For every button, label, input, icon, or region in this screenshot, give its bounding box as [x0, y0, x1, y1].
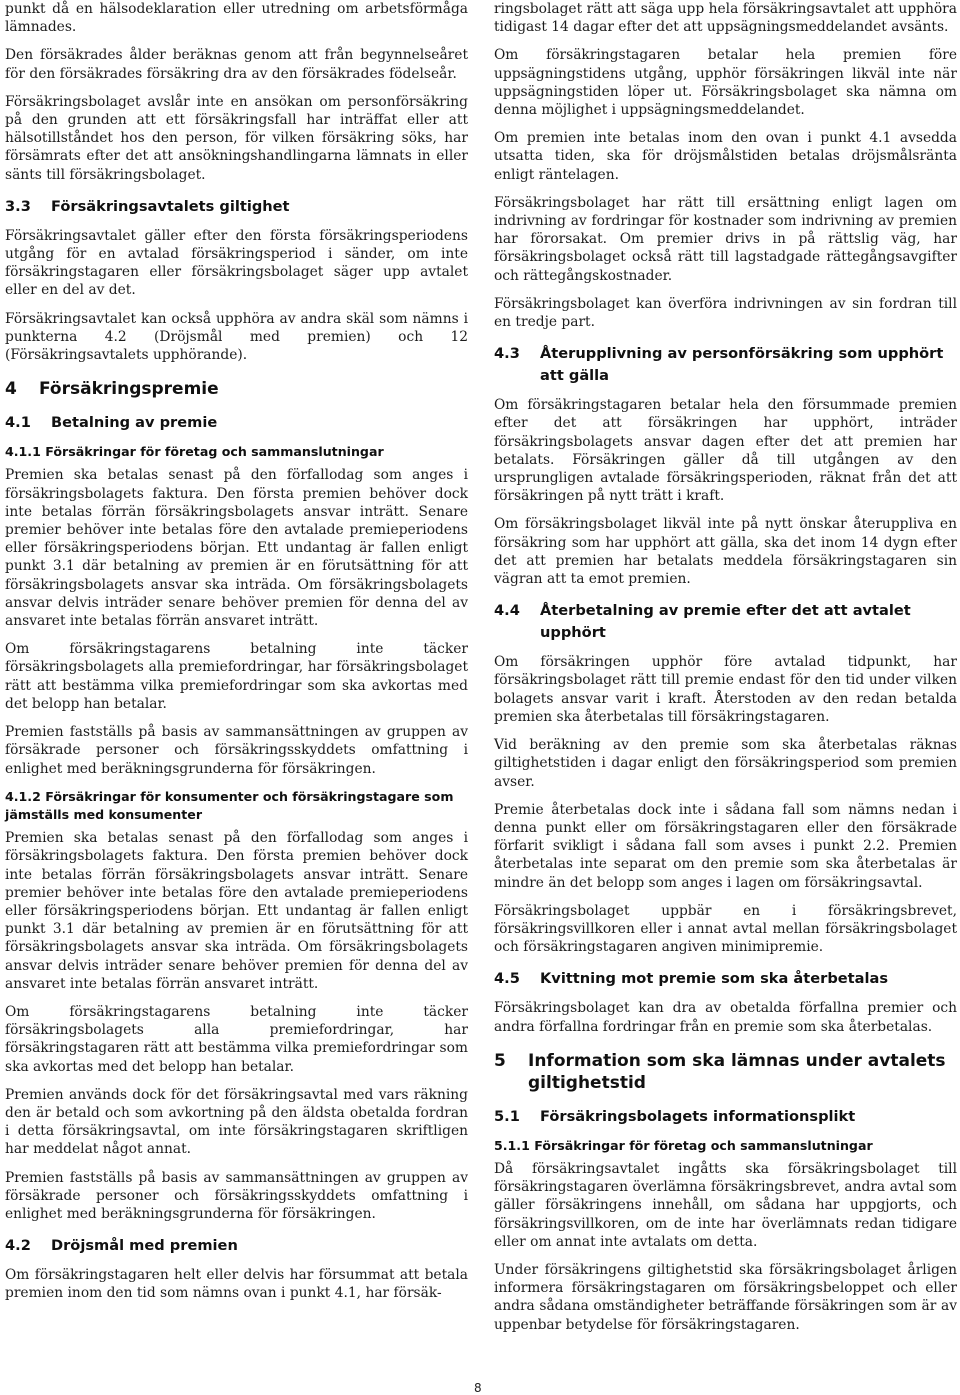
heading-text: Försäkringspremie [39, 379, 219, 400]
paragraph: Om försäkringstagaren helt eller delvis har försummat att betala premien inom den tid som nämns ovan i punkt 4.1, har försäk- [5, 1267, 468, 1302]
heading-text: Dröjsmål med premien [51, 1237, 238, 1255]
page-number: 8 [474, 1381, 482, 1395]
heading-text: Försäkringar för företag och sammanslutningar [45, 444, 384, 460]
paragraph: Försäkringsbolaget avslår inte en ansökan om personförsäkring på den grunden att ett försäkringsfall har inträffat eller att hälsotillståndet hos den person, för vilken försäkring söks, har försämrats efter det att ansökningshandlingarna lämnats in eller sänts till försäkringsbolaget. [5, 93, 468, 183]
paragraph: Om försäkringstagarens betalning inte täcker försäkringsbolagets alla premiefordringar, har försäkringsbolaget rätt att bestämma vilka premiefordringar som ska avkortas med det belopp han betalar. [5, 641, 468, 712]
heading-text: Försäkringsbolagets informationsplikt [540, 1107, 856, 1125]
section-heading [494, 1050, 957, 1094]
heading-text: Återbetalning av premie efter det att avtalet upphört [540, 602, 911, 642]
paragraph: Premien fastställs på basis av sammansättningen av gruppen av försäkrade personer och försäkringsskyddets omfattning i enlighet med beräkningsgrunderna för försäkringen. [5, 724, 468, 777]
heading-text: Försäkringar för konsumenter och försäkringstagare som jämställs med konsumenter [5, 788, 454, 822]
heading-number: 4.4 [494, 602, 520, 620]
paragraph: Då försäkringsavtalet ingåtts ska försäkringsbolaget till försäkringstagaren överlämna försäkringsbrevet, andra avtal som gäller försäkringens innehåll, om sådana har uppgjorts, och försäkringsvillkoren, om de inte har överlämnats redan tidigare eller om annat inte avtalats om detta. [494, 1160, 957, 1250]
section-heading [5, 378, 468, 400]
heading-number: 5.1 [494, 1107, 520, 1125]
heading-number: 5 [494, 1050, 506, 1071]
paragraph: Försäkringsbolaget kan dra av obetalda förfallna premier och andra förfallna fordringar från en premie som ska återbetalas. [494, 1000, 957, 1035]
paragraph: Premien fastställs på basis av sammansättningen av gruppen av försäkrade personer och försäkringsskyddets omfattning i enlighet med beräkningsgrunderna för försäkringen. [5, 1169, 468, 1222]
subsubsection-heading [5, 443, 468, 461]
subsection-heading [494, 1106, 957, 1128]
left-column [5, 0, 468, 1313]
paragraph: Om premien inte betalas inom den ovan i punkt 4.1 avsedda utsatta tiden, ska för dröjsmålstiden betalas dröjsmålsränta enligt räntelagen. [494, 130, 957, 183]
paragraph: Vid beräkning av den premie som ska återbetalas räknas giltighetstiden i dagar enligt den försäkringsperiod som premien avser. [494, 737, 957, 790]
paragraph: Försäkringsavtalet gäller efter den första försäkringsperiodens utgång för en avtalad försäkringsperiod i sänder, om inte försäkringstagaren eller försäkringsbolaget säger upp avtalet eller en del av det. [5, 227, 468, 299]
heading-text: Återupplivning av personförsäkring som upphört att gälla [540, 345, 944, 385]
heading-number: 4.1.2 [5, 788, 41, 804]
heading-number: 3.3 [5, 197, 31, 215]
subsection-heading [494, 968, 957, 990]
heading-number: 4 [5, 379, 17, 400]
heading-number: 4.3 [494, 345, 520, 363]
subsubsection-heading [494, 1137, 957, 1155]
paragraph: Om försäkringsbolaget likväl inte på nytt önskar återuppliva en försäkring som har upphört att gälla, ska det inom 14 dygn efter det att premien har betalats meddela försäkringstagaren sin vägran att ta emot premien. [494, 516, 957, 588]
paragraph: Försäkringsbolaget har rätt till ersättning enligt lagen om indrivning av fordringar för kostnader som indrivning av premien har förorsakat. Om premier drivs in på rättslig väg, har försäkringsbolaget också rätt till lagstadgade rättegångsavgifter och rättegångskostnader. [494, 194, 957, 284]
paragraph: Premien ska betalas senast på den förfallodag som anges i försäkringsbolagets faktura. Den första premien behöver dock inte betalas förrän försäkringsbolagets ansvar inträtt. Senare premier behöver inte betalas före den avtalade premieperiodens eller försäkringsperiodens början. Ett undantag är fallen enligt punkt 3.1 där betalning av premien är en förutsättning för att försäkringsbolagets ansvar ska inträda. Om försäkringsbolagets ansvar delvis inträder senare behöver premien för denna del av ansvaret inte betalas förrän ansvaret inträtt. [5, 830, 468, 992]
heading-number: 4.1.1 [5, 444, 41, 460]
paragraph: Försäkringsbolaget kan överföra indrivningen av sin fordran till en tredje part. [494, 295, 957, 331]
subsection-heading [5, 1235, 468, 1257]
paragraph: Försäkringsbolaget uppbär en i försäkringsbrevet, försäkringsvillkoren eller i annat avtal mellan försäkringsbolaget och försäkringstagaren angiven minimipremie. [494, 902, 957, 956]
heading-text: Information som ska lämnas under avtalets giltighetstid [528, 1050, 946, 1093]
heading-text: Betalning av premie [51, 414, 218, 432]
heading-text: Försäkringar för företag och sammanslutningar [534, 1137, 873, 1153]
subsection-heading [494, 600, 957, 644]
paragraph: Om försäkringstagarens betalning inte täcker försäkringsbolagets alla premiefordringar, har försäkringstagaren rätt att bestämma vilka premiefordringar som ska avkortas med det belopp han betalar. [5, 1003, 468, 1075]
paragraph: Premien ska betalas senast på den förfallodag som anges i försäkringsbolagets faktura. Den första premien behöver dock inte betalas förrän försäkringsbolagets ansvar inträtt. Senare premier behöver inte betalas före den avtalade premieperiodens eller försäkringsperiodens början. Ett undantag är fallen enligt punkt 3.1 där betalning av premien är en förutsättning för att försäkringsbolagets ansvar ska inträda. Om försäkringsbolagets ansvar delvis inträder senare behöver premien för denna del av ansvaret inte betalas förrän ansvaret inträtt. [5, 467, 468, 630]
heading-number: 4.2 [5, 1237, 31, 1255]
paragraph: ringsbolaget rätt att säga upp hela försäkringsavtalet att upphöra tidigast 14 dagar efter det att uppsägningsmeddelandet avsänts. [494, 1, 957, 36]
heading-text: Kvittning mot premie som ska återbetalas [540, 970, 889, 988]
heading-number: 5.1.1 [494, 1137, 530, 1153]
paragraph: Premien används dock för det försäkringsavtal med vars räkning den är betald och som avkortning på den äldsta obetalda fordran i detta försäkringsavtal, om inte försäkringstagaren skriftligen har meddelat något annat. [5, 1086, 468, 1158]
heading-text: Försäkringsavtalets giltighet [51, 197, 290, 215]
subsection-heading [494, 343, 957, 387]
heading-number: 4.1 [5, 414, 31, 432]
paragraph: punkt då en hälsodeklaration eller utredning om arbetsförmåga lämnades. [5, 1, 468, 36]
right-column [494, 0, 957, 1344]
paragraph: Under försäkringens giltighetstid ska försäkringsbolaget årligen informera försäkringstagaren om försäkringsbeloppet och eller andra sådana omständigheter beträffande försäkringen som är av uppenbar betydelse för försäkringstagaren. [494, 1261, 957, 1333]
heading-number: 4.5 [494, 970, 520, 988]
subsection-heading [5, 196, 468, 218]
paragraph: Om försäkringstagaren betalar hela premien före uppsägningstidens utgång, upphör försäkringen likväl inte när uppsägningstiden löper ut. Försäkringsbolaget ska nämna om denna möjlighet i uppsägningsmeddelandet. [494, 47, 957, 119]
paragraph: Om försäkringstagaren betalar hela den försummade premien efter det att försäkringen har upphört, inträder försäkringsbolagets ansvar dagen efter det att premien har betalats. Försäkringen gäller då till utgången av den ursprungligen avtalade försäkringsperioden, räknat från det att försäkringen på nytt trätt i kraft. [494, 397, 957, 505]
paragraph: Försäkringsavtalet kan också upphöra av andra skäl som nämns i punkterna 4.2 (Dröjsmål med premien) och 12 (Försäkringsavtalets upphörande). [5, 310, 468, 364]
paragraph: Om försäkringen upphör före avtalad tidpunkt, har försäkringsbolaget rätt till premie endast för den tid under vilken bolagets ansvar varit i kraft. Återstoden av den redan betalda premien ska återbetalas till försäkringstagaren. [494, 654, 957, 725]
subsection-heading [5, 412, 468, 434]
paragraph: Den försäkrades ålder beräknas genom att från begynnelseåret för den försäkrades försäkring dra av den försäkrades födelseår. [5, 47, 468, 82]
subsubsection-heading [5, 788, 468, 824]
paragraph: Premie återbetalas dock inte i sådana fall som nämns nedan i denna punkt eller om försäkringstagaren eller den försäkrade förfarit svikligt i sådana fall som avses i punkt 2.2. Premien återbetalas inte separat om den premie som ska återbetalas är mindre än det belopp som anges i lagen om försäkringsavtal. [494, 801, 957, 891]
